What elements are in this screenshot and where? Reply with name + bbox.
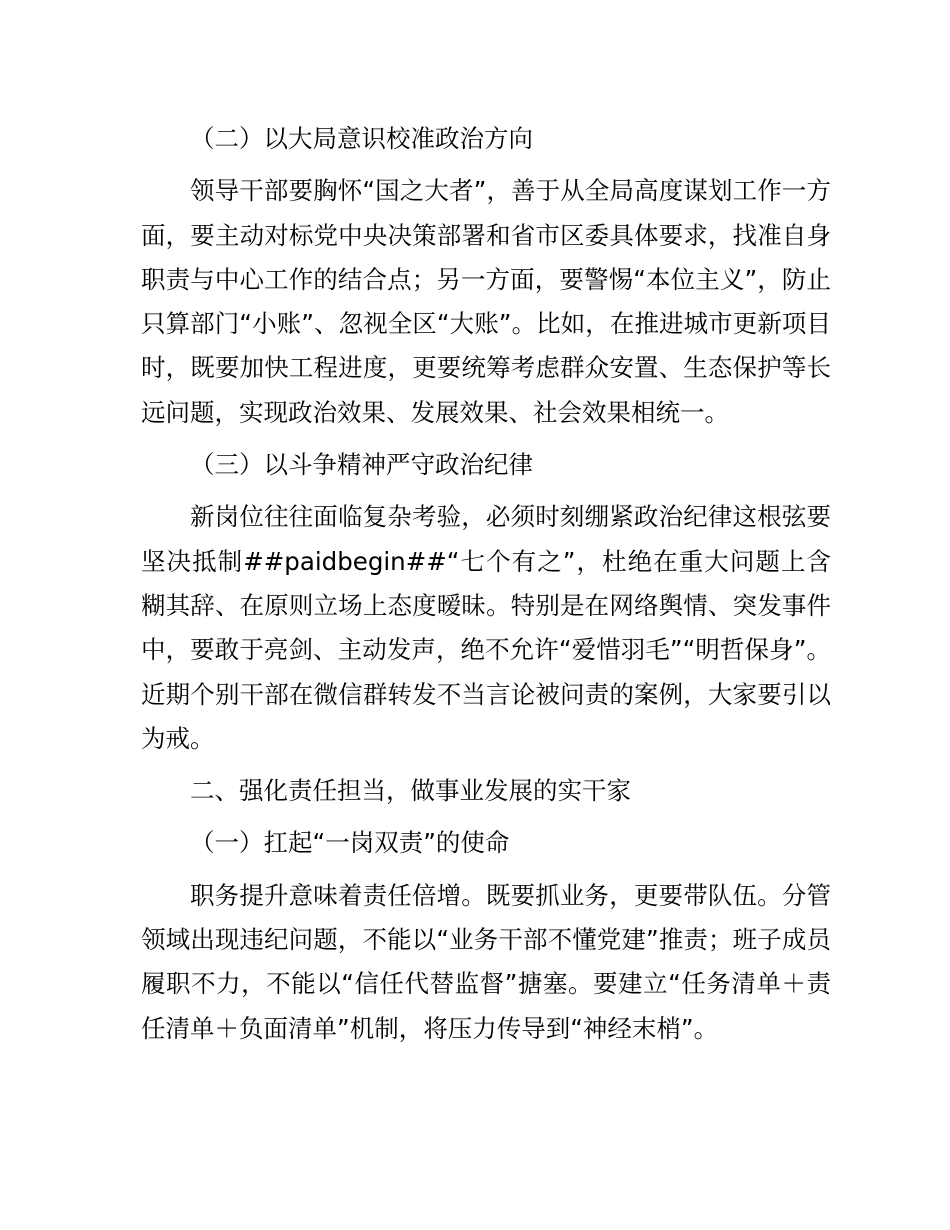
section-heading-2-1: （一）扛起“一岗双责”的使命 — [190, 828, 510, 858]
section-heading-main-2: 二、强化责任担当，做事业发展的实干家 — [190, 776, 631, 806]
paragraph-3: 职务提升意味着责任倍增。既要抓业务，更要带队伍。分管领域出现违纪问题，不能以“业务干部不懂党建”推责；班子成员履职不力，不能以“信任代替监督”搪塞。要建立“任务清单＋责任清单＋负面清单”机制，将压力传导到“神经末梢”。 — [141, 880, 831, 1043]
section-heading-2-3: （三）以斗争精神严守政治纪律 — [190, 450, 533, 480]
document-body — [141, 117, 831, 1059]
paragraph-1: 领导干部要胸怀“国之大者”，善于从全局高度谋划工作一方面，要主动对标党中央决策部署和省市区委具体要求，找准自身职责与中心工作的结合点；另一方面，要警惕“本位主义”，防止只算部门“小账”、忽视全区“大账”。比如，在推进城市更新项目时，既要加快工程进度，更要统筹考虑群众安置、生态保护等长远问题，实现政治效果、发展效果、社会效果相统一。 — [141, 176, 831, 427]
paragraph-2: 新岗位往往面临复杂考验，必须时刻绷紧政治纪律这根弦要坚决抵制##paidbegin##“七个有之”，杜绝在重大问题上含糊其辞、在原则立场上态度暧昧。特别是在网络舆情、突发事件中，要敢于亮剑、主动发声，绝不允许“爱惜羽毛”“明哲保身”。近期个别干部在微信群转发不当言论被问责的案例，大家要引以为戒。 — [141, 502, 831, 753]
section-heading-2-2: （二）以大局意识校准政治方向 — [190, 124, 533, 153]
